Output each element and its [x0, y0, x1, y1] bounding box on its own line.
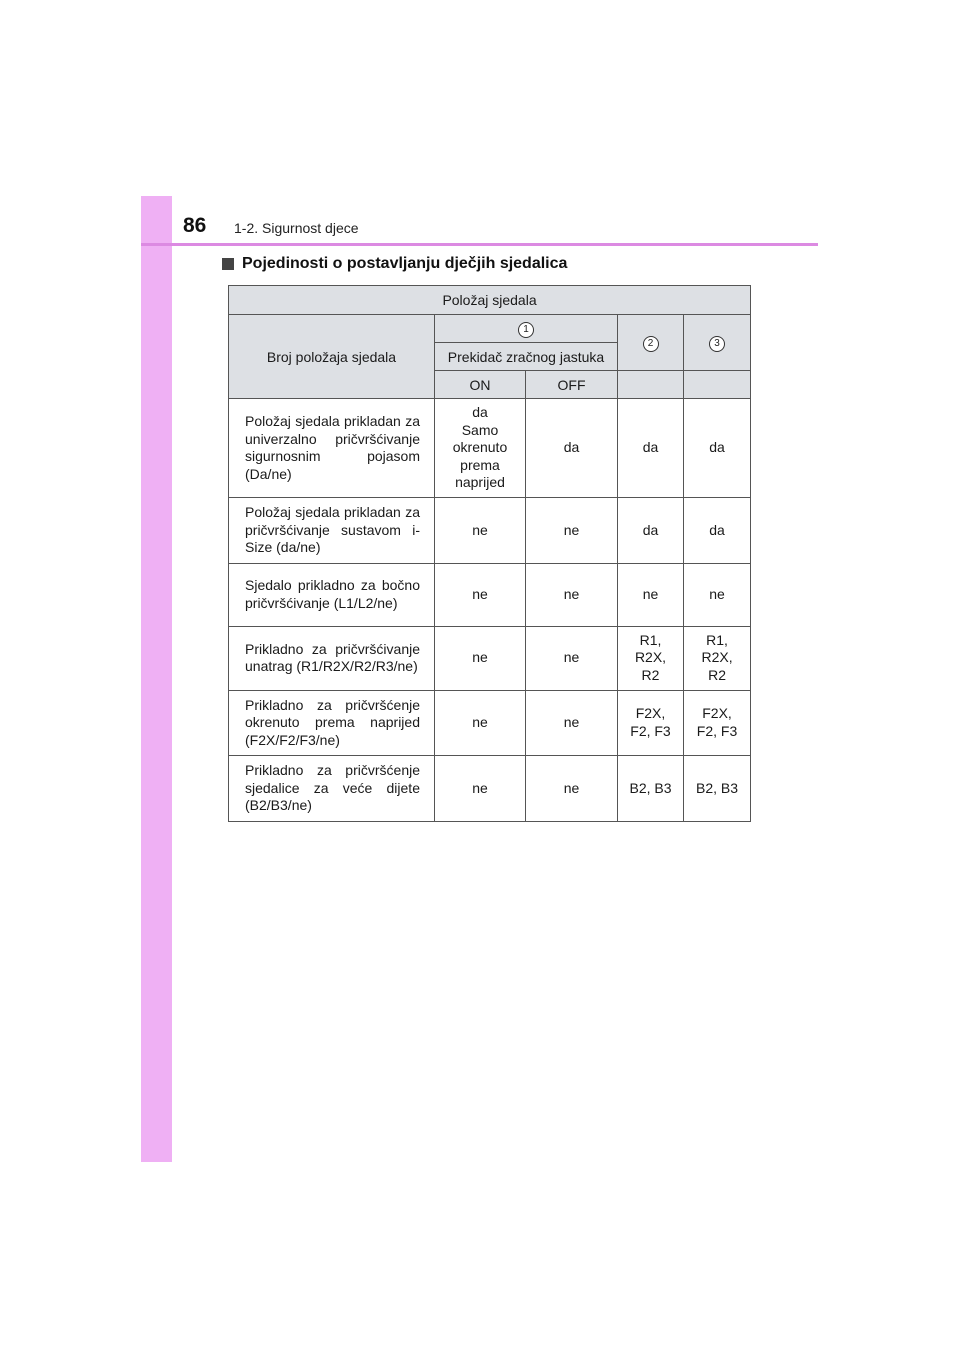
table-row [229, 756, 751, 822]
cell-on: ne [435, 626, 526, 690]
airbag-switch-header: Prekidač zračnog jastuka [435, 343, 618, 371]
cell-position-3: da [684, 399, 751, 498]
cell-position-2: da [618, 399, 684, 498]
row-label: Prikladno za pričvršćenje okrenuto prema naprijed (F2X/F2/F3/ne) [229, 690, 435, 756]
row-label: Položaj sjedala prikladan za pričvršćivanje sustavom i-Size (da/ne) [229, 498, 435, 564]
cell-position-2: B2, B3 [618, 756, 684, 822]
table-row [229, 563, 751, 626]
row-label: Prikladno za pričvršćenje sjedalice za veće dijete (B2/B3/ne) [229, 756, 435, 822]
page-number: 86 [183, 214, 207, 237]
row-label: Prikladno za pričvršćivanje unatrag (R1/R2X/R2/R3/ne) [229, 626, 435, 690]
cell-off: ne [526, 626, 618, 690]
cell-on: ne [435, 563, 526, 626]
position-2-header [618, 315, 684, 371]
switch-on-header: ON [435, 371, 526, 399]
table-row [229, 399, 751, 498]
table-row [229, 498, 751, 564]
cell-position-2: R1, R2X, R2 [618, 626, 684, 690]
cell-position-3: R1, R2X, R2 [684, 626, 751, 690]
position-3-header [684, 315, 751, 371]
cell-position-3: ne [684, 563, 751, 626]
cell-on: ne [435, 498, 526, 564]
cell-position-3: da [684, 498, 751, 564]
cell-off: ne [526, 498, 618, 564]
position-2-blank [618, 371, 684, 399]
row-label: Položaj sjedala prikladan za univerzalno pričvršćivanje sigurnosnim pojasom (Da/ne) [229, 399, 435, 498]
row-label: Sjedalo prikladno za bočno pričvršćivanje (L1/L2/ne) [229, 563, 435, 626]
table-title: Položaj sjedala [229, 286, 751, 315]
cell-position-2: F2X, F2, F3 [618, 690, 684, 756]
header-rule [141, 243, 818, 246]
square-bullet-icon [222, 258, 234, 270]
cell-off: ne [526, 690, 618, 756]
cell-position-3: B2, B3 [684, 756, 751, 822]
cell-on: da Samo okrenuto prema naprijed [435, 399, 526, 498]
section-heading-text: Pojedinosti o postavljanju dječjih sjedalica [242, 255, 568, 272]
table-row [229, 690, 751, 756]
circled-number-1: 1 [518, 322, 534, 338]
circled-number-3: 3 [709, 336, 725, 352]
cell-off: da [526, 399, 618, 498]
cell-position-2: da [618, 498, 684, 564]
cell-off: ne [526, 756, 618, 822]
cell-position-3: F2X, F2, F3 [684, 690, 751, 756]
cell-on: ne [435, 756, 526, 822]
table-row [229, 626, 751, 690]
circled-number-2: 2 [643, 336, 659, 352]
row-header-seat-position-number: Broj položaja sjedala [229, 315, 435, 399]
position-1-header [435, 315, 618, 343]
chapter-title: 1-2. Sigurnost djece [234, 220, 359, 236]
position-3-blank [684, 371, 751, 399]
switch-off-header: OFF [526, 371, 618, 399]
cell-on: ne [435, 690, 526, 756]
cell-off: ne [526, 563, 618, 626]
cell-position-2: ne [618, 563, 684, 626]
section-heading [222, 255, 567, 273]
seat-installation-table [228, 285, 751, 822]
side-color-band [141, 196, 172, 1162]
